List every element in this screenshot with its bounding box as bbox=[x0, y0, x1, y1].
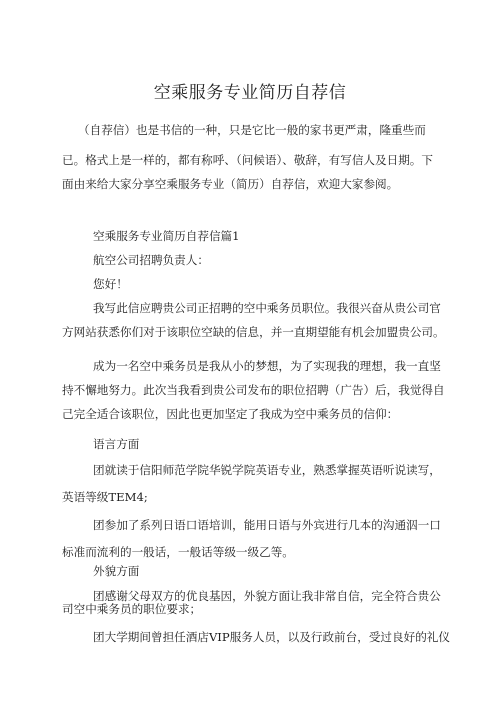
paragraph-line: 面由来给大家分享空乘服务专业（简历）自荐信，欢迎大家参阅。 bbox=[62, 177, 399, 191]
paragraph-line: 团参加了系列日语口语培训，能用日语与外宾进行几本的沟通泅一口 bbox=[93, 518, 441, 532]
paragraph-line: 英语等级TEM4; bbox=[62, 490, 148, 504]
paragraph-line: 团就读于信阳师范学院华锐学院英语专业，熟悉掌握英语听说读写， bbox=[93, 463, 441, 477]
paragraph-line: 已。格式上是一样的，都有称呼、（问候语）、敬辞，有写信人及日期。下 bbox=[62, 153, 433, 167]
subheading-appearance: 外貌方面 bbox=[93, 564, 140, 578]
paragraph-line: 成为一名空中乘务员是我从小的梦想，为了实现我的理想，我一直坚 bbox=[93, 359, 441, 373]
paragraph-line: 司空中乘务员的职位要求； bbox=[62, 602, 202, 616]
paragraph-line: 方网站获悉你们对于该职位空缺的信息，并一直期望能有机会加盟贵公司。 bbox=[62, 325, 445, 339]
document-title: 空乘服务专业简历自荐信 bbox=[153, 83, 347, 103]
greeting: 您好！ bbox=[93, 277, 128, 291]
paragraph-line: 持不懈地努力。此次当我看到贵公司发布的职位招聘（广告）后，我觉得自 bbox=[62, 383, 445, 397]
paragraph-line: 标准而流利的一般话，一般话等级一级乙等。 bbox=[62, 545, 294, 559]
salutation: 航空公司招聘负责人： bbox=[93, 253, 209, 267]
paragraph-line: 己完全适合该职位，因此也更加坚定了我成为空中乘务员的信仰： bbox=[62, 407, 399, 421]
paragraph-line: 我写此信应聘贵公司正招聘的空中乘务员职位。我很兴奋从贵公司官 bbox=[93, 301, 441, 315]
section-heading: 空乘服务专业简历自荐信篇1 bbox=[93, 229, 240, 243]
subheading-language: 语言方面 bbox=[93, 437, 140, 451]
paragraph-line: 团感谢父母双方的优良基因，外貌方面让我非常自信，完全符合贵公 bbox=[93, 589, 441, 603]
paragraph-line: （自荐信）也是书信的一种，只是它比一般的家书更严肃，隆重些而 bbox=[78, 123, 426, 137]
paragraph-line: 团大学期间曾担任酒店VIP服务人员，以及行政前台，受过良好的礼仪 bbox=[93, 630, 450, 644]
